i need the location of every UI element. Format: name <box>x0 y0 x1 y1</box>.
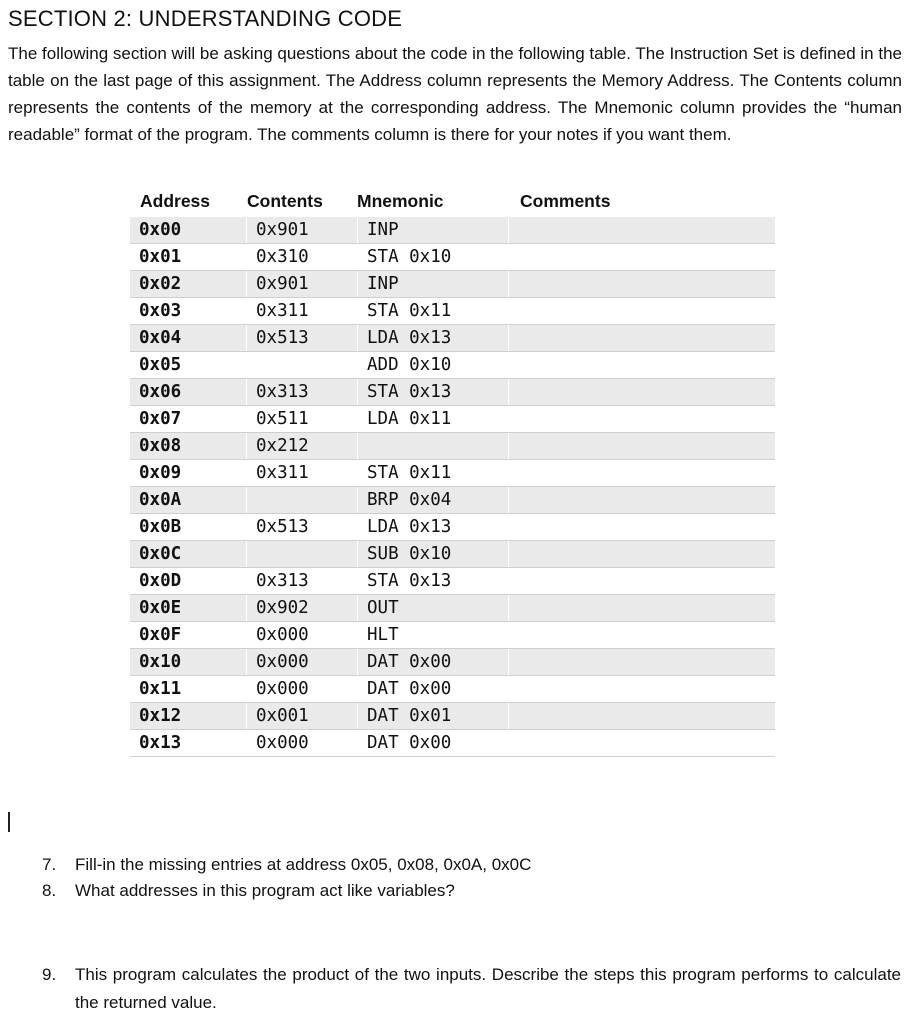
table-row <box>130 568 775 595</box>
contents-cell: 0x511 <box>247 406 358 433</box>
question-text: What addresses in this program act like variables? <box>75 881 455 900</box>
table-row <box>130 595 775 622</box>
contents-cell: 0x212 <box>247 433 358 460</box>
table-row <box>130 271 775 298</box>
address-cell: 0x0B <box>130 514 247 541</box>
contents-cell: 0x313 <box>247 379 358 406</box>
intro-paragraph: The following section will be asking questions about the code in the following table. The Instruction Set is defined in the table on the last page of this assignment. The Address column represents the Memory Address. The Contents column represents the contents of the memory at the corresponding address. The Mnemonic column provides the “human readable” format of the program. The comments column is there for your notes if you want them. <box>8 44 902 144</box>
comment-cell <box>509 298 776 325</box>
table-row <box>130 676 775 703</box>
table-row <box>130 730 775 757</box>
code-table <box>130 217 775 757</box>
address-cell: 0x08 <box>130 433 247 460</box>
code-table-body <box>130 217 775 757</box>
mnemonic-cell: OUT <box>358 595 509 622</box>
address-cell: 0x06 <box>130 379 247 406</box>
contents-cell: 0x902 <box>247 595 358 622</box>
header-contents: Contents <box>247 191 323 211</box>
address-cell: 0x12 <box>130 703 247 730</box>
comment-cell <box>509 676 776 703</box>
comment-cell <box>509 595 776 622</box>
table-row <box>130 460 775 487</box>
table-row <box>130 352 775 379</box>
mnemonic-cell: STA 0x13 <box>358 379 509 406</box>
table-row <box>130 298 775 325</box>
mnemonic-cell: STA 0x10 <box>358 244 509 271</box>
address-cell: 0x02 <box>130 271 247 298</box>
table-row <box>130 487 775 514</box>
text-cursor <box>8 812 10 832</box>
address-cell: 0x0D <box>130 568 247 595</box>
mnemonic-cell <box>358 433 509 460</box>
comment-cell <box>509 568 776 595</box>
table-row <box>130 703 775 730</box>
contents-cell: 0x311 <box>247 460 358 487</box>
header-address: Address <box>140 191 211 211</box>
comment-cell <box>509 514 776 541</box>
contents-cell: 0x901 <box>247 271 358 298</box>
address-cell: 0x03 <box>130 298 247 325</box>
table-row <box>130 649 775 676</box>
address-cell: 0x04 <box>130 325 247 352</box>
question-7 <box>42 851 902 879</box>
header-comments: Comments <box>520 191 611 211</box>
table-row <box>130 244 775 271</box>
comment-cell <box>509 622 776 649</box>
mnemonic-cell: DAT 0x01 <box>358 703 509 730</box>
comment-cell <box>509 352 776 379</box>
question-8 <box>42 877 902 905</box>
comment-cell <box>509 730 776 757</box>
mnemonic-cell: BRP 0x04 <box>358 487 509 514</box>
contents-cell: 0x313 <box>247 568 358 595</box>
mnemonic-cell: LDA 0x13 <box>358 325 509 352</box>
header-mnemonic: Mnemonic <box>357 191 444 211</box>
comment-cell <box>509 325 776 352</box>
address-cell: 0x10 <box>130 649 247 676</box>
address-cell: 0x11 <box>130 676 247 703</box>
mnemonic-cell: STA 0x11 <box>358 460 509 487</box>
mnemonic-cell: ADD 0x10 <box>358 352 509 379</box>
mnemonic-cell: HLT <box>358 622 509 649</box>
comment-cell <box>509 703 776 730</box>
contents-cell: 0x000 <box>247 676 358 703</box>
address-cell: 0x0C <box>130 541 247 568</box>
address-cell: 0x00 <box>130 217 247 244</box>
address-cell: 0x0E <box>130 595 247 622</box>
contents-cell: 0x513 <box>247 514 358 541</box>
table-row <box>130 325 775 352</box>
mnemonic-cell: SUB 0x10 <box>358 541 509 568</box>
table-row <box>130 217 775 244</box>
comment-cell <box>509 433 776 460</box>
contents-cell: 0x311 <box>247 298 358 325</box>
address-cell: 0x0A <box>130 487 247 514</box>
comment-cell <box>509 271 776 298</box>
comment-cell <box>509 460 776 487</box>
address-cell: 0x09 <box>130 460 247 487</box>
table-row <box>130 541 775 568</box>
mnemonic-cell: DAT 0x00 <box>358 649 509 676</box>
question-number: 9. <box>42 965 57 984</box>
mnemonic-cell: INP <box>358 217 509 244</box>
comment-cell <box>509 217 776 244</box>
mnemonic-cell: LDA 0x11 <box>358 406 509 433</box>
section-title: SECTION 2: UNDERSTANDING CODE <box>8 6 403 31</box>
contents-cell: 0x513 <box>247 325 358 352</box>
comment-cell <box>509 487 776 514</box>
mnemonic-cell: DAT 0x00 <box>358 730 509 757</box>
question-text: This program calculates the product of the two inputs. Describe the steps this program performs to calculate the returned value. <box>75 965 901 1012</box>
address-cell: 0x07 <box>130 406 247 433</box>
question-text: Fill-in the missing entries at address 0x05, 0x08, 0x0A, 0x0C <box>75 855 532 874</box>
comment-cell <box>509 541 776 568</box>
table-row <box>130 379 775 406</box>
comment-cell <box>509 379 776 406</box>
table-row <box>130 433 775 460</box>
comment-cell <box>509 649 776 676</box>
address-cell: 0x0F <box>130 622 247 649</box>
mnemonic-cell: STA 0x13 <box>358 568 509 595</box>
contents-cell: 0x901 <box>247 217 358 244</box>
address-cell: 0x05 <box>130 352 247 379</box>
mnemonic-cell: LDA 0x13 <box>358 514 509 541</box>
contents-cell: 0x310 <box>247 244 358 271</box>
mnemonic-cell: INP <box>358 271 509 298</box>
mnemonic-cell: DAT 0x00 <box>358 676 509 703</box>
question-number: 7. <box>42 855 57 874</box>
question-9 <box>42 961 904 1017</box>
contents-cell: 0x001 <box>247 703 358 730</box>
contents-cell <box>247 352 358 379</box>
question-number: 8. <box>42 881 57 900</box>
contents-cell <box>247 487 358 514</box>
contents-cell: 0x000 <box>247 730 358 757</box>
comment-cell <box>509 244 776 271</box>
table-row <box>130 406 775 433</box>
table-row <box>130 622 775 649</box>
table-row <box>130 514 775 541</box>
mnemonic-cell: STA 0x11 <box>358 298 509 325</box>
contents-cell: 0x000 <box>247 622 358 649</box>
comment-cell <box>509 406 776 433</box>
address-cell: 0x13 <box>130 730 247 757</box>
contents-cell: 0x000 <box>247 649 358 676</box>
contents-cell <box>247 541 358 568</box>
address-cell: 0x01 <box>130 244 247 271</box>
